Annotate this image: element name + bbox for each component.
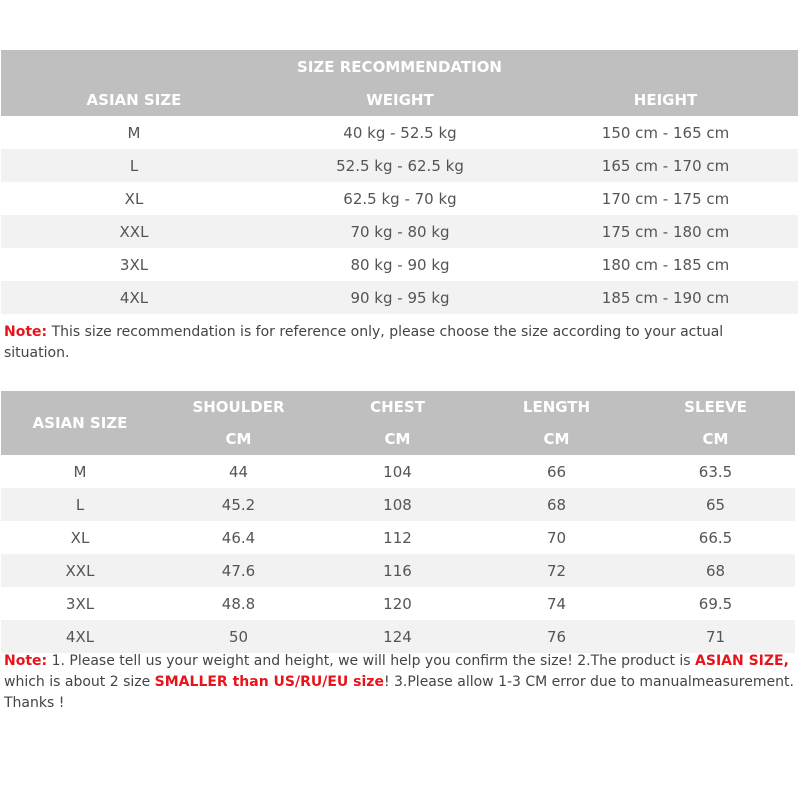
cell-chest: 108 <box>383 495 412 514</box>
cell-size: M <box>73 462 87 481</box>
cell-size: XXL <box>65 561 95 580</box>
table-row <box>1 488 795 521</box>
table-row <box>1 521 795 554</box>
table-row <box>1 116 798 149</box>
cell-weight: 40 kg - 52.5 kg <box>343 123 457 142</box>
table-row <box>1 215 798 248</box>
size-recommendation-table <box>1 50 798 314</box>
cell-sleeve: 66.5 <box>698 528 733 547</box>
cell-length: 68 <box>546 495 567 514</box>
cell-size: XXL <box>119 222 149 241</box>
note-highlight-asian-size: ASIAN SIZE, <box>695 653 789 669</box>
header-sleeve: SLEEVE <box>684 398 747 416</box>
header-weight: WEIGHT <box>366 90 434 109</box>
table-row <box>1 149 798 182</box>
cell-chest: 112 <box>383 528 412 547</box>
table-row <box>1 248 798 281</box>
table-row <box>1 620 795 653</box>
cell-size: 4XL <box>65 627 95 646</box>
cell-sleeve: 71 <box>705 627 726 646</box>
cell-shoulder: 50 <box>228 627 249 646</box>
cell-size: L <box>129 156 139 175</box>
cell-height: 185 cm - 190 cm <box>601 288 730 307</box>
table-row <box>1 281 798 314</box>
cell-length: 76 <box>546 627 567 646</box>
cell-weight: 80 kg - 90 kg <box>350 255 450 274</box>
measurement-note <box>4 651 794 714</box>
cell-size: M <box>127 123 141 142</box>
cell-weight: 90 kg - 95 kg <box>350 288 450 307</box>
cell-chest: 124 <box>383 627 412 646</box>
cell-sleeve: 69.5 <box>698 594 733 613</box>
header-height: HEIGHT <box>633 90 698 109</box>
unit-length: CM <box>543 430 570 448</box>
cell-size: XL <box>70 528 90 547</box>
cell-chest: 116 <box>383 561 412 580</box>
cell-weight: 70 kg - 80 kg <box>350 222 450 241</box>
cell-shoulder: 45.2 <box>221 495 256 514</box>
table-row <box>1 182 798 215</box>
cell-height: 170 cm - 175 cm <box>601 189 730 208</box>
cell-shoulder: 48.8 <box>221 594 256 613</box>
note-label: Note: <box>4 324 48 340</box>
cell-sleeve: 63.5 <box>698 462 733 481</box>
table-title-row <box>1 50 798 83</box>
note-highlight-smaller: SMALLER than US/RU/EU size <box>154 674 384 690</box>
table-title: SIZE RECOMMENDATION <box>297 57 502 76</box>
note-label: Note: <box>4 653 48 669</box>
cell-chest: 120 <box>383 594 412 613</box>
cell-length: 70 <box>546 528 567 547</box>
table-row <box>1 455 795 488</box>
cell-length: 74 <box>546 594 567 613</box>
header-chest: CHEST <box>370 398 425 416</box>
measurement-table <box>1 391 795 653</box>
cell-shoulder: 44 <box>228 462 249 481</box>
table-row <box>1 554 795 587</box>
cell-chest: 104 <box>383 462 412 481</box>
cell-height: 165 cm - 170 cm <box>601 156 730 175</box>
cell-size: 3XL <box>119 255 149 274</box>
cell-length: 72 <box>546 561 567 580</box>
cell-shoulder: 47.6 <box>221 561 256 580</box>
unit-chest: CM <box>384 430 411 448</box>
note-text-part3: ! 3.Please allow 1-3 CM error due to manualmeasurement. Thanks ! <box>4 674 794 711</box>
cell-length: 66 <box>546 462 567 481</box>
note-text-part2: which is about 2 size <box>4 674 155 690</box>
table-header-row <box>1 391 795 423</box>
cell-weight: 52.5 kg - 62.5 kg <box>336 156 464 175</box>
cell-shoulder: 46.4 <box>221 528 256 547</box>
cell-size: 3XL <box>65 594 95 613</box>
header-length: LENGTH <box>522 398 591 416</box>
cell-size: 4XL <box>119 288 149 307</box>
header-asian-size: ASIAN SIZE <box>86 90 182 109</box>
cell-height: 175 cm - 180 cm <box>601 222 730 241</box>
cell-height: 150 cm - 165 cm <box>601 123 730 142</box>
size-note <box>4 322 784 364</box>
cell-sleeve: 68 <box>705 561 726 580</box>
cell-sleeve: 65 <box>705 495 726 514</box>
cell-size: L <box>75 495 85 514</box>
cell-weight: 62.5 kg - 70 kg <box>343 189 457 208</box>
unit-sleeve: CM <box>702 430 729 448</box>
table-header-row <box>1 83 798 116</box>
note-text-part1: 1. Please tell us your weight and height, we will help you confirm the size! 2.The product is <box>47 653 696 669</box>
header-shoulder: SHOULDER <box>192 398 285 416</box>
cell-size: XL <box>124 189 144 208</box>
unit-shoulder: CM <box>225 430 252 448</box>
note-text: This size recommendation is for reference only, please choose the size according to your actual situation. <box>4 324 724 361</box>
header-asian-size: ASIAN SIZE <box>32 414 128 432</box>
cell-height: 180 cm - 185 cm <box>601 255 730 274</box>
table-row <box>1 587 795 620</box>
